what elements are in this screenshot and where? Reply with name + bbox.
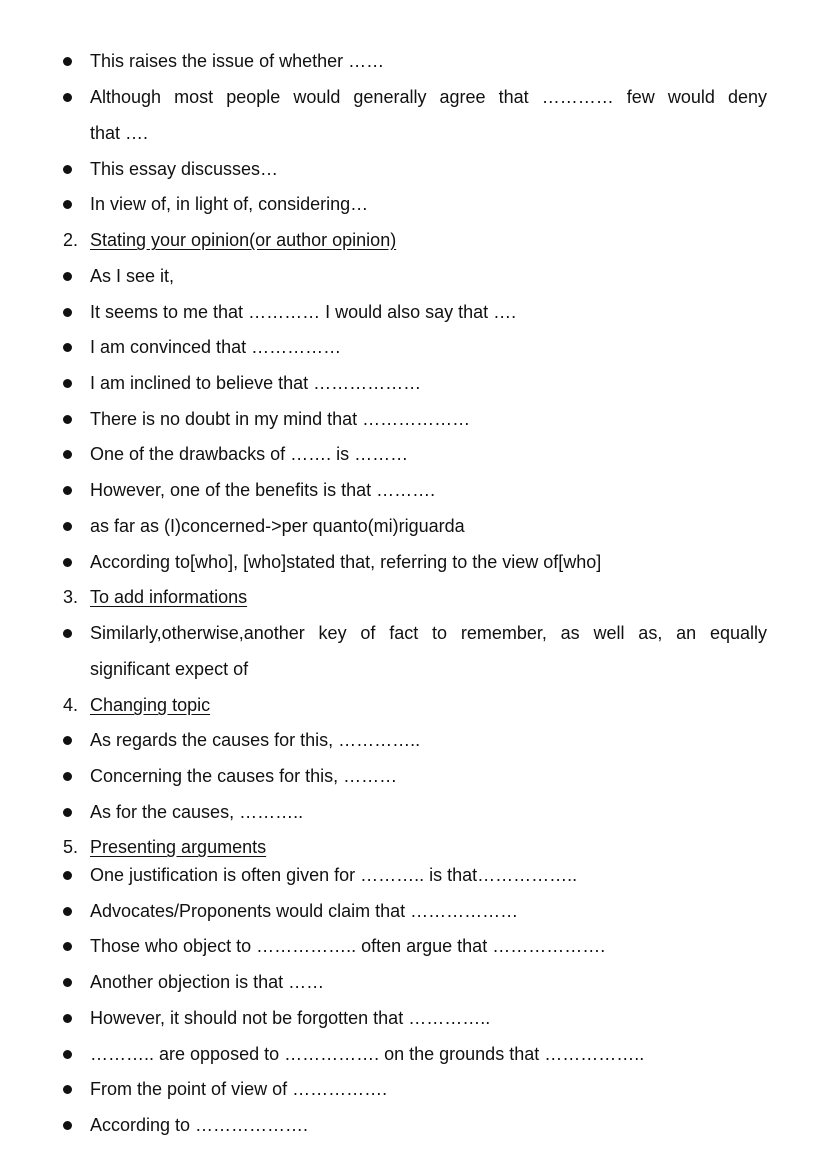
- bullet-icon: [63, 907, 72, 916]
- bullet-icon: [63, 808, 72, 817]
- list-item-text: This essay discusses…: [90, 159, 279, 179]
- list-item-text: One justification is often given for ……….. is that……………..: [90, 865, 578, 885]
- list-item-text: Similarly,otherwise,another key of fact to remember, as well as, an equally: [90, 623, 767, 643]
- list-item-text: Those who object to …………….. often argue that ……………….: [90, 936, 606, 956]
- list-item-text: However, it should not be forgotten that …………..: [90, 1008, 491, 1028]
- bullet-icon: [63, 978, 72, 987]
- list-item-text: One of the drawbacks of ……. is ………: [90, 444, 409, 464]
- bullet-icon: [63, 772, 72, 781]
- section-number: 5.: [63, 837, 79, 857]
- bullet-icon: [63, 736, 72, 745]
- bullet-icon: [63, 1121, 72, 1130]
- bullet-icon: [63, 57, 72, 66]
- section-number: 3.: [63, 587, 79, 607]
- bullet-icon: [63, 450, 72, 459]
- bullet-icon: [63, 272, 72, 281]
- list-item-text: As regards the causes for this, …………..: [90, 730, 421, 750]
- list-item-text: From the point of view of …………….: [90, 1079, 388, 1099]
- list-item-text: Although most people would generally agree that ………… few would deny: [90, 87, 767, 107]
- list-item-text: significant expect of: [90, 659, 249, 679]
- list-item-text: Concerning the causes for this, ………: [90, 766, 398, 786]
- list-item-text: It seems to me that ………… I would also say that ….: [90, 302, 517, 322]
- section-title: Presenting arguments: [90, 837, 267, 857]
- bullet-icon: [63, 343, 72, 352]
- section-number: 2.: [63, 230, 79, 250]
- list-item-text: According to[who], [who]stated that, referring to the view of[who]: [90, 552, 602, 572]
- list-item-text: This raises the issue of whether ……: [90, 51, 385, 71]
- list-item-text: As for the causes, ………..: [90, 802, 304, 822]
- bullet-icon: [63, 486, 72, 495]
- section-title: Changing topic: [90, 695, 211, 715]
- bullet-icon: [63, 93, 72, 102]
- bullet-icon: [63, 308, 72, 317]
- bullet-icon: [63, 1085, 72, 1094]
- section-title: Stating your opinion(or author opinion): [90, 230, 397, 250]
- bullet-icon: [63, 1050, 72, 1059]
- list-item-text: I am convinced that ……………: [90, 337, 342, 357]
- bullet-icon: [63, 415, 72, 424]
- list-item-text: that ….: [90, 123, 149, 143]
- bullet-icon: [63, 871, 72, 880]
- list-item-text: ……….. are opposed to ……………. on the grounds that ……………..: [90, 1044, 645, 1064]
- list-item-text: There is no doubt in my mind that ………………: [90, 409, 471, 429]
- bullet-icon: [63, 200, 72, 209]
- bullet-icon: [63, 379, 72, 388]
- section-title: To add informations: [90, 587, 248, 607]
- list-item-text: In view of, in light of, considering…: [90, 194, 369, 214]
- bullet-icon: [63, 558, 72, 567]
- section-number: 4.: [63, 695, 79, 715]
- bullet-icon: [63, 1014, 72, 1023]
- bullet-icon: [63, 165, 72, 174]
- list-item-text: As I see it,: [90, 266, 175, 286]
- bullet-icon: [63, 629, 72, 638]
- list-item-text: However, one of the benefits is that ……….: [90, 480, 436, 500]
- bullet-icon: [63, 522, 72, 531]
- bullet-icon: [63, 942, 72, 951]
- list-item-text: Another objection is that ……: [90, 972, 325, 992]
- list-item-text: Advocates/Proponents would claim that ………………: [90, 901, 519, 921]
- list-item-text: as far as (I)concerned->per quanto(mi)riguarda: [90, 516, 465, 536]
- list-item-text: According to ……………….: [90, 1115, 309, 1135]
- list-item-text: I am inclined to believe that ………………: [90, 373, 422, 393]
